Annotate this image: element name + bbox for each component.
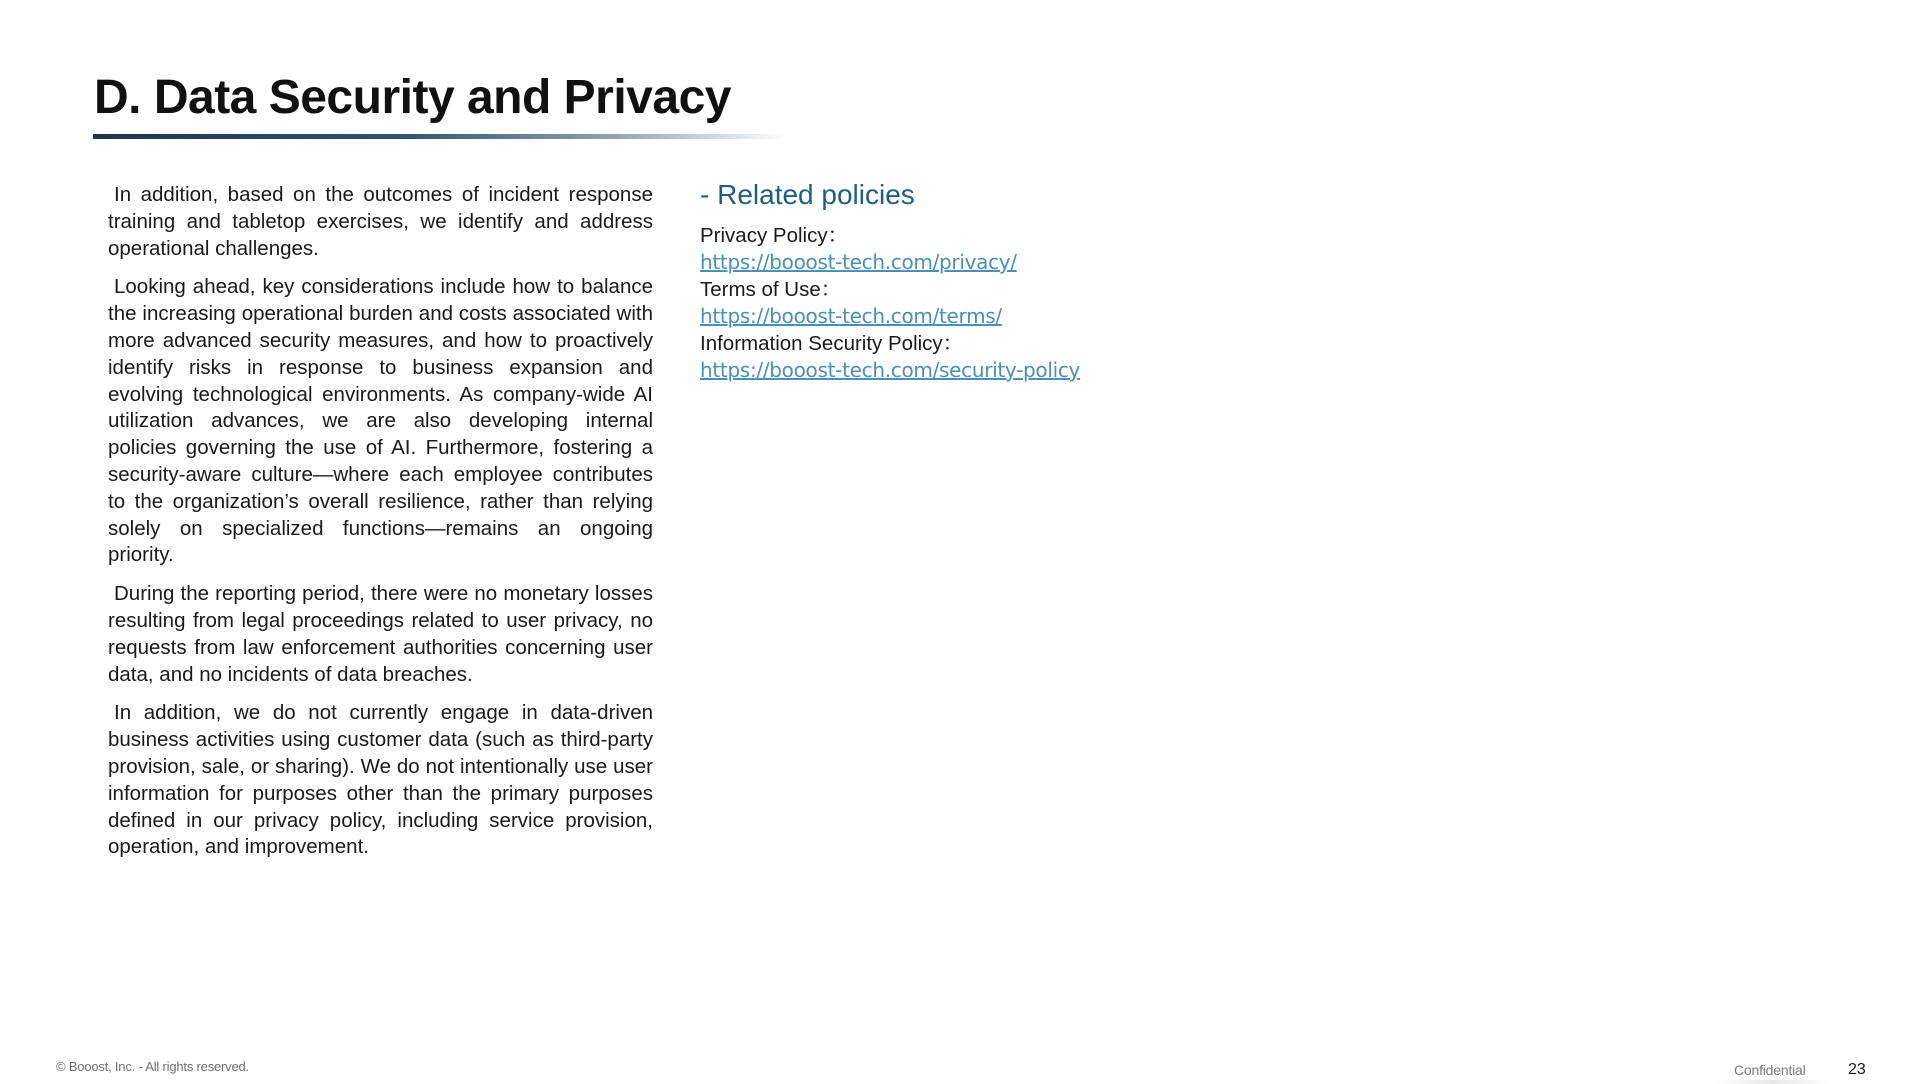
security-policy-link[interactable]: https://booost-tech.com/security-policy xyxy=(700,358,1081,382)
security-policy-label: Information Security Policy： xyxy=(700,332,964,355)
body-paragraph-2: Looking ahead, key considerations include how to balance the increasing operational burden and costs associated with more advanced security measures, and how to proactively identify risks in response to business expansion and evolving technological environments. As company-wide AI utilization advances, we are also developing internal policies governing the use of AI. Furthermore, fostering a security-aware culture—where each employee contributes to the organization’s overall resilience, rather than relying solely on specialized functions—remains an ongoing priority. xyxy=(108,275,653,567)
terms-of-use-label: Terms of Use： xyxy=(700,278,842,301)
body-text-column xyxy=(108,182,653,873)
related-policies-heading: - Related policies xyxy=(700,179,915,210)
body-paragraph-1: In addition, based on the outcomes of incident response training and tabletop exercises, we identify and address operational challenges. xyxy=(108,183,653,260)
confidential-underline xyxy=(1714,1080,1832,1084)
confidential-label: Confidential xyxy=(1734,1062,1806,1078)
related-policies-section xyxy=(700,178,1400,384)
privacy-policy-link[interactable]: https://booost-tech.com/privacy/ xyxy=(700,250,1017,274)
page-title: D. Data Security and Privacy xyxy=(94,71,731,124)
body-paragraph-3: During the reporting period, there were no monetary losses resulting from legal proceedings related to user privacy, no requests from law enforcement authorities concerning user data, and no incidents of data breaches. xyxy=(108,582,653,686)
footer-copyright: © Booost, Inc. - All rights reserved. xyxy=(56,1059,249,1074)
page-number: 23 xyxy=(1848,1061,1866,1078)
terms-of-use-link[interactable]: https://booost-tech.com/terms/ xyxy=(700,304,1002,328)
privacy-policy-label: Privacy Policy： xyxy=(700,224,849,247)
policy-list xyxy=(700,222,1400,384)
title-underline xyxy=(93,134,788,139)
body-paragraph-4: In addition, we do not currently engage in data-driven business activities using customer data (such as third-party provision, sale, or sharing). We do not intentionally use user information for purposes other than the primary purposes defined in our privacy policy, including service provision, operation, and improvement. xyxy=(108,701,653,859)
